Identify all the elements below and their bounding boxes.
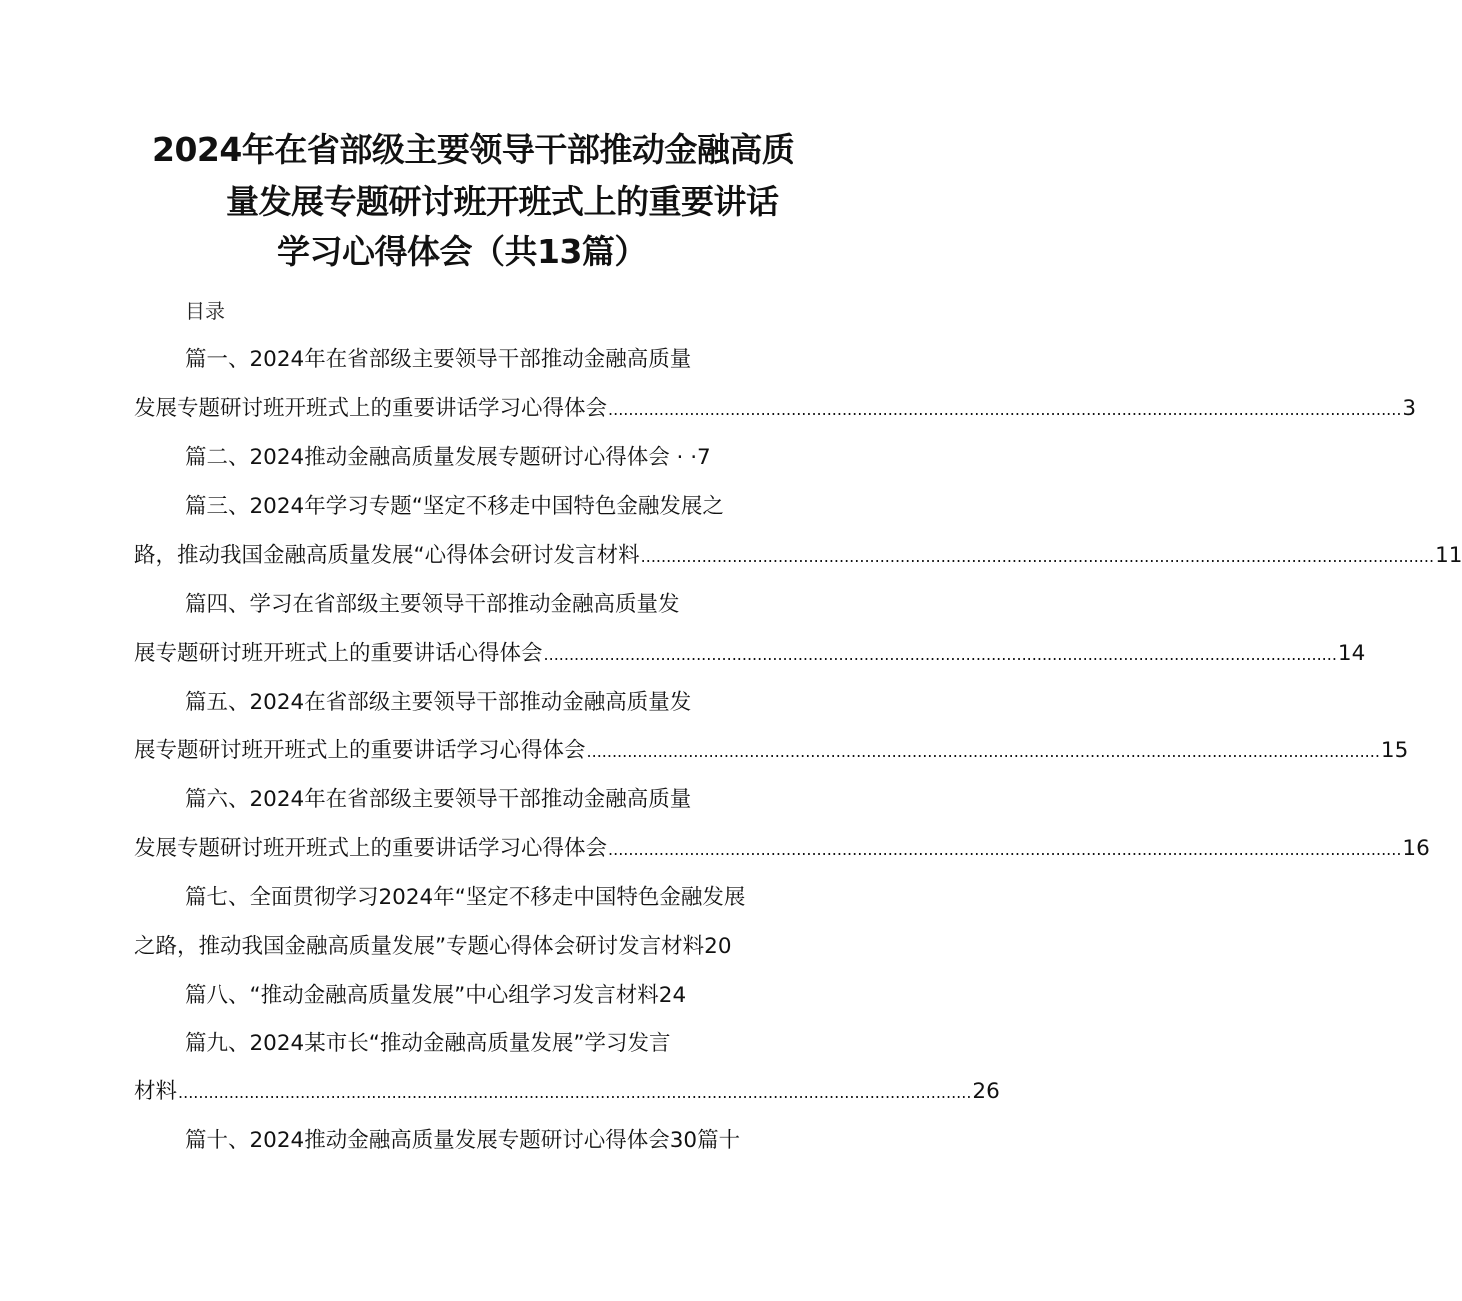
toc-entry-text: 展专题研讨班开班式上的重要讲话学习心得体会: [134, 738, 586, 763]
toc-entry-9-line-2[interactable]: [134, 1077, 1000, 1108]
toc-entry-7-line-2[interactable]: 之路，推动我国金融高质量发展”专题心得体会研讨发言材料20: [134, 934, 732, 959]
toc-label: 目录: [185, 299, 225, 323]
document-title-line-1: 2024年在省部级主要领导干部推动金融高质: [152, 130, 795, 169]
toc-page-number: 16: [1402, 836, 1430, 861]
document-title-line-2: 量发展专题研讨班开班式上的重要讲话: [226, 182, 779, 221]
toc-leader-dots: ............................................................................................................................................................: [608, 840, 1402, 859]
toc-leader-dots: ............................................................................................................................................................: [608, 400, 1402, 419]
toc-page-number: 3: [1402, 396, 1417, 421]
toc-entry-10-line-1[interactable]: 篇十、2024推动金融高质量发展专题研讨心得体会30篇十: [185, 1128, 741, 1153]
toc-entry-text: 发展专题研讨班开班式上的重要讲话学习心得体会: [134, 836, 608, 861]
toc-page-number: 14: [1337, 641, 1366, 666]
toc-entry-text: 发展专题研讨班开班式上的重要讲话学习心得体会: [134, 396, 608, 421]
toc-entry-text: 路，推动我国金融高质量发展“心得体会研讨发言材料: [134, 543, 640, 568]
toc-entry-5-line-2[interactable]: [134, 736, 1409, 767]
document-title-line-3: 学习心得体会（共13篇）: [277, 232, 647, 271]
toc-entry-9-line-1[interactable]: 篇九、2024某市长“推动金融高质量发展”学习发言: [185, 1031, 671, 1056]
toc-entry-1-line-2[interactable]: [134, 394, 1417, 425]
toc-page-number: 15: [1380, 738, 1409, 763]
toc-entry-7-line-1[interactable]: 篇七、全面贯彻学习2024年“坚定不移走中国特色金融发展: [185, 885, 746, 910]
toc-entry-3-line-1[interactable]: 篇三、2024年学习专题“坚定不移走中国特色金融发展之: [185, 494, 724, 519]
toc-leader-dots: ............................................................................................................................................................: [640, 547, 1435, 566]
toc-leader-dots: ............................................................................................................................................................: [178, 1083, 972, 1102]
toc-entry-5-line-1[interactable]: 篇五、2024在省部级主要领导干部推动金融高质量发: [185, 690, 692, 715]
toc-leader-dots: ............................................................................................................................................................: [586, 742, 1380, 761]
toc-entry-1-line-1[interactable]: 篇一、2024年在省部级主要领导干部推动金融高质量: [185, 347, 692, 372]
toc-entry-6-line-1[interactable]: 篇六、2024年在省部级主要领导干部推动金融高质量: [185, 787, 692, 812]
toc-entry-3-line-2[interactable]: [134, 541, 1462, 572]
toc-entry-4-line-2[interactable]: [134, 639, 1366, 670]
toc-entry-2-line-1[interactable]: 篇二、2024推动金融高质量发展专题研讨心得体会 · ·7: [185, 445, 711, 470]
toc-entry-8-line-1[interactable]: 篇八、“推动金融高质量发展”中心组学习发言材料24: [185, 983, 687, 1008]
toc-page-number: 11: [1435, 543, 1462, 568]
toc-leader-dots: ............................................................................................................................................................: [543, 645, 1337, 664]
toc-entry-6-line-2[interactable]: [134, 834, 1430, 865]
toc-entry-text: 展专题研讨班开班式上的重要讲话心得体会: [134, 641, 543, 666]
toc-page-number: 26: [972, 1079, 1000, 1104]
toc-entry-text: 材料: [134, 1079, 178, 1104]
toc-entry-4-line-1[interactable]: 篇四、学习在省部级主要领导干部推动金融高质量发: [185, 592, 680, 617]
